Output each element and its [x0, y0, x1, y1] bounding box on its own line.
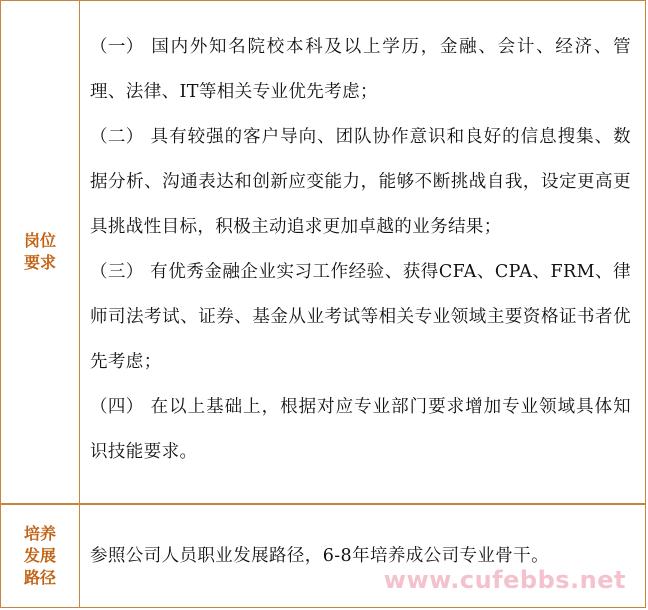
requirement-number: （一）: [90, 36, 144, 57]
requirement-number: （三）: [90, 261, 144, 282]
requirements-label-cell: [1, 1, 80, 504]
requirement-item: [90, 115, 631, 250]
requirement-item: [90, 25, 631, 115]
requirements-list: [90, 25, 631, 479]
requirement-text: 具有较强的客户导向、团队协作意识和良好的信息搜集、数据分析、沟通表达和创新应变能力，能够不断挑战自我，设定更高更具挑战性目标，积极主动追求更加卓越的业务结果；: [90, 126, 631, 237]
requirements-row: [1, 1, 646, 504]
career-path-text: 参照公司人员职业发展路径，6-8年培养成公司专业骨干。: [90, 545, 549, 566]
site-watermark: www.cufebbs.net: [383, 566, 626, 594]
requirements-label: 岗位 要求: [23, 230, 56, 272]
requirement-text: 在以上基础上，根据对应专业部门要求增加专业领域具体知识技能要求。: [90, 396, 631, 462]
requirement-text: 有优秀金融企业实习工作经验、获得CFA、CPA、FRM、律师司法考试、证券、基金从业考试等相关专业领域主要资格证书者优先考虑；: [90, 261, 631, 372]
career-path-label: 培养 发展 路径: [23, 523, 56, 587]
requirement-item: [90, 385, 631, 475]
requirements-content-cell: [80, 1, 646, 504]
requirement-text: 国内外知名院校本科及以上学历，金融、会计、经济、管理、法律、IT等相关专业优先考虑；: [90, 36, 631, 102]
requirement-number: （四）: [90, 396, 144, 417]
career-path-label-cell: [1, 504, 80, 608]
requirement-number: （二）: [90, 126, 144, 147]
requirement-item: [90, 250, 631, 385]
